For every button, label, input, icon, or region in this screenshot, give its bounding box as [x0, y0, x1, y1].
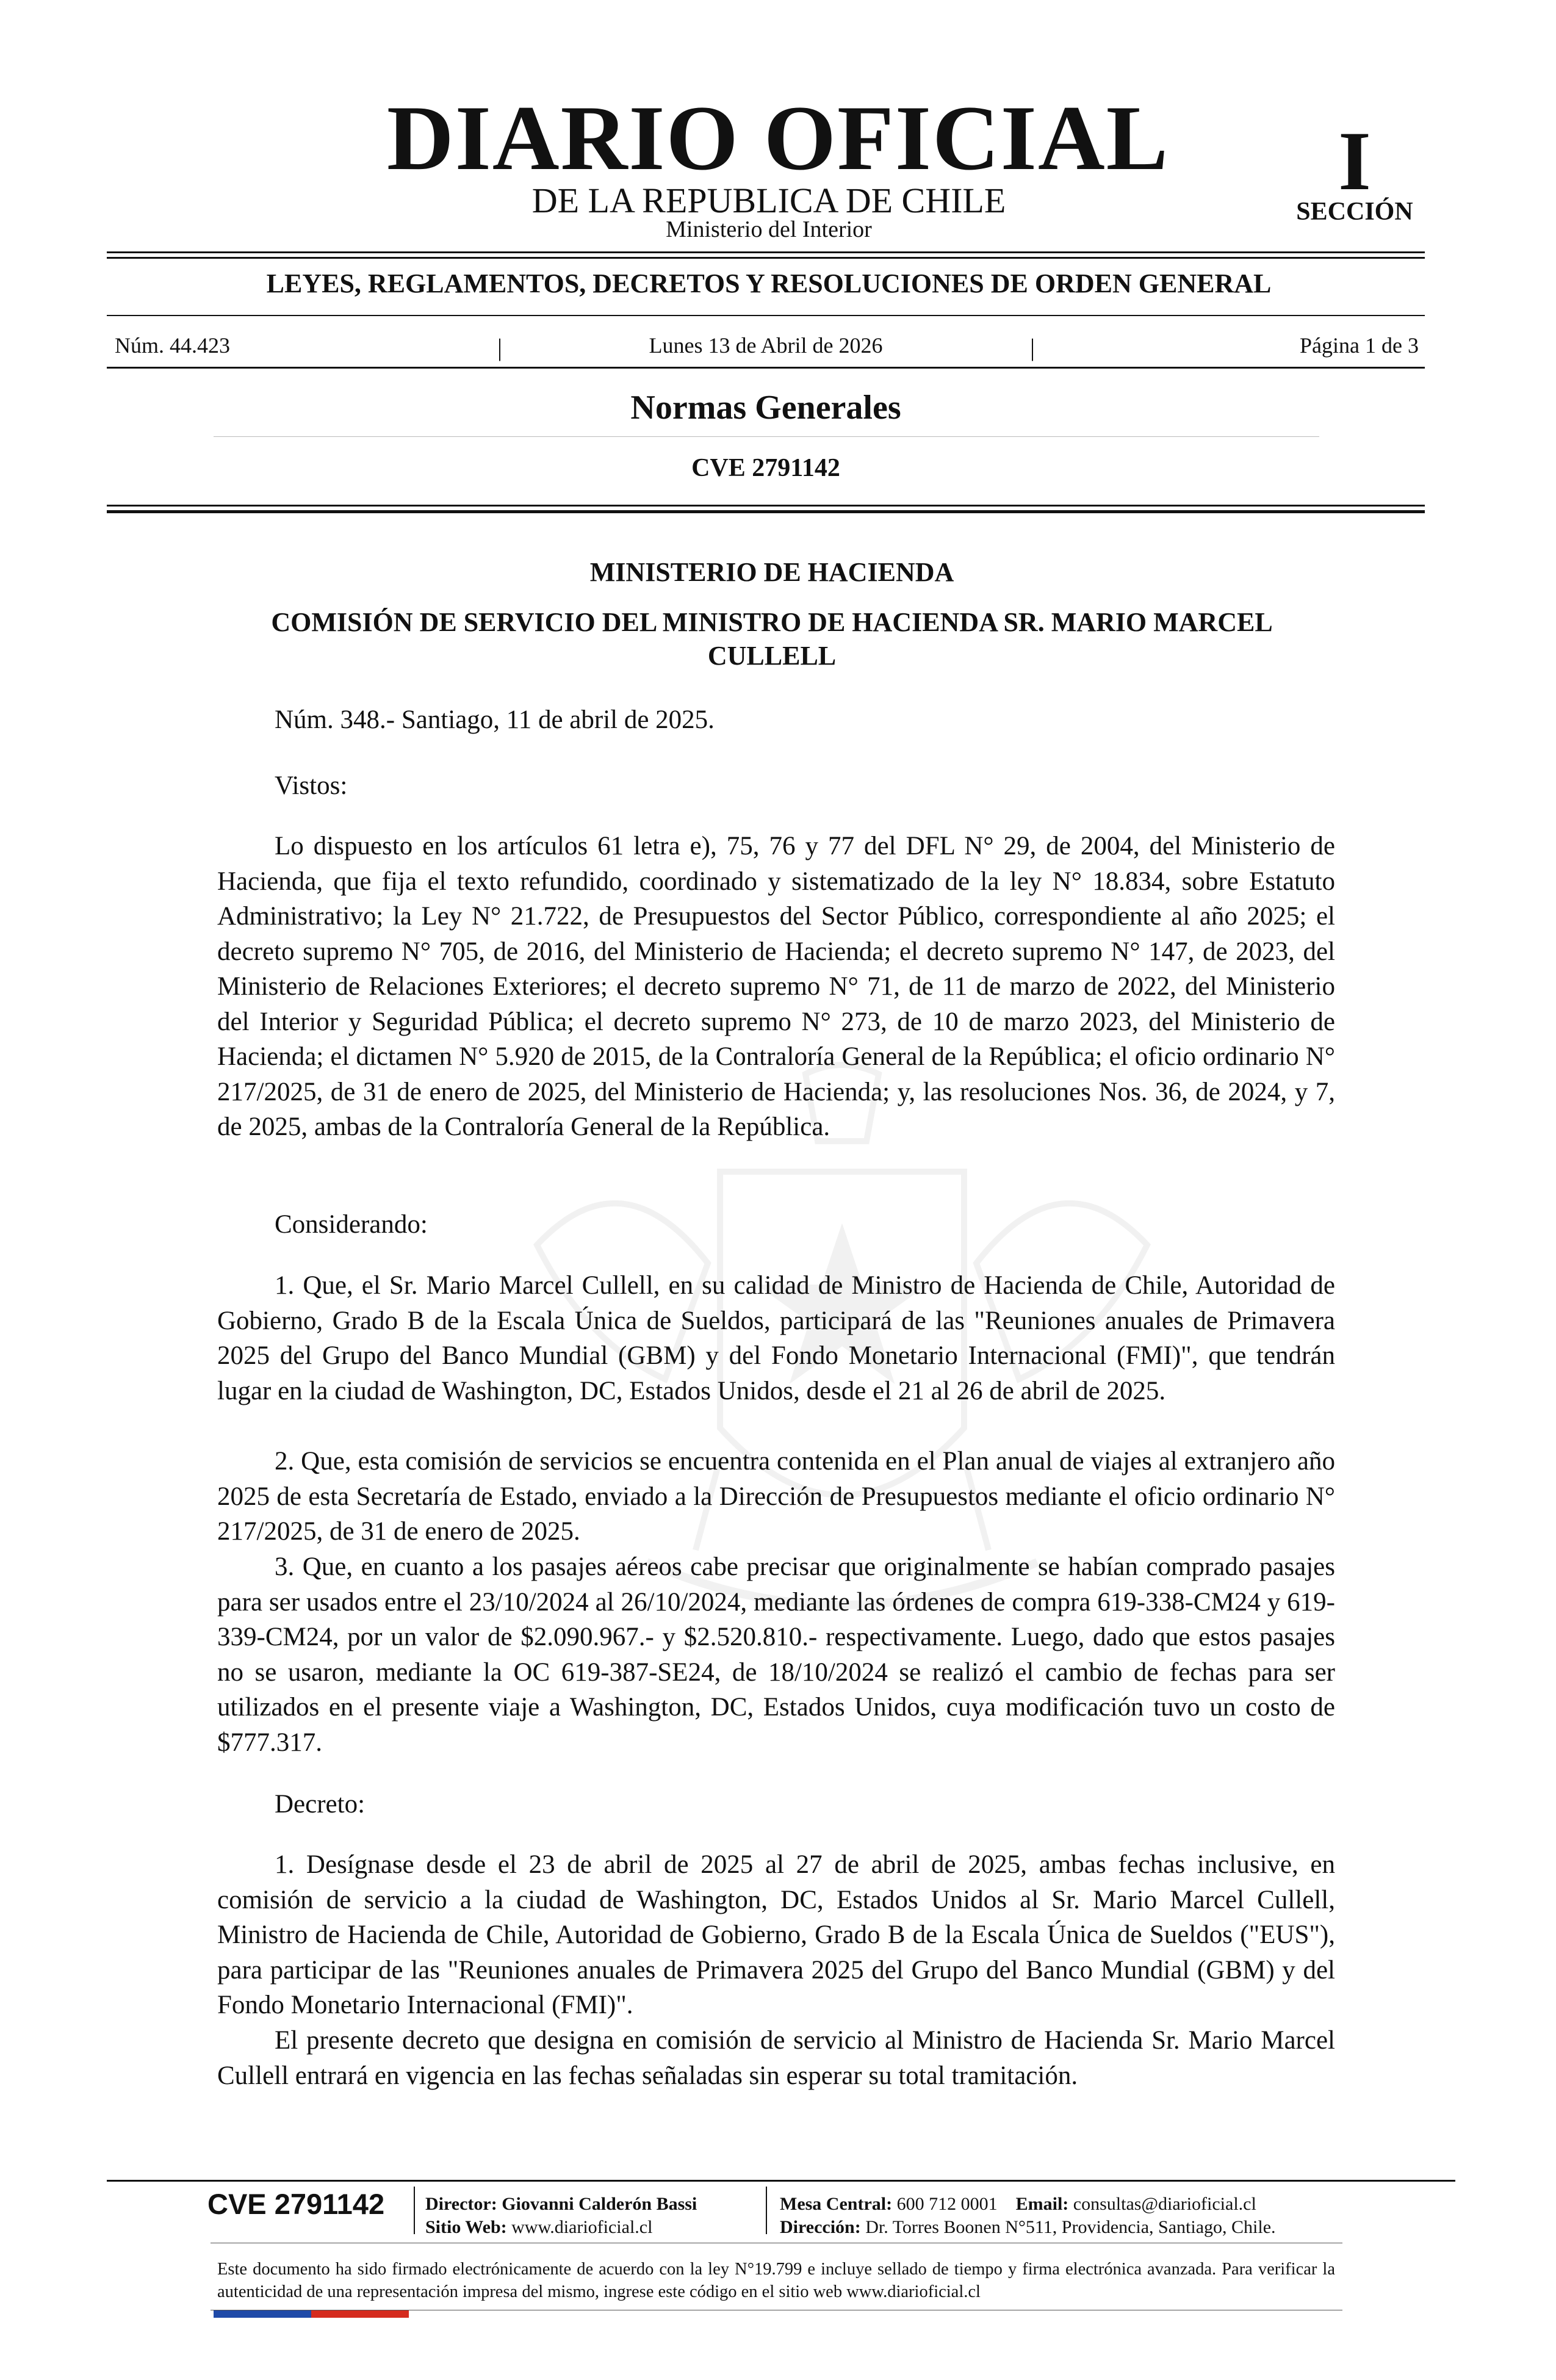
document-title: COMISIÓN DE SERVICIO DEL MINISTRO DE HACIENDA SR. MARIO MARCEL CULLELL	[271, 607, 1273, 671]
newspaper-ministry: Ministerio del Interior	[666, 217, 872, 242]
footer-legal-notice: Este documento ha sido firmado electrónicamente de acuerdo con la ley N°19.799 e incluye sellado de tiempo y firma electrónica avanzada. Para verificar la autenticidad de una representación impresa del mismo, ingrese este código en el sitio web www.diarioficial.cl	[217, 2260, 1335, 2301]
section-label: SECCIÓN	[1296, 198, 1413, 226]
category-heading: LEYES, REGLAMENTOS, DECRETOS Y RESOLUCIONES DE ORDEN GENERAL	[266, 269, 1272, 298]
footer-address: Dirección: Dr. Torres Boonen N°511, Providencia, Santiago, Chile.	[780, 2217, 1276, 2237]
newspaper-subtitle: DE LA REPUBLICA DE CHILE	[531, 181, 1006, 220]
footer-contact: Mesa Central: 600 712 0001 Email: consultas@diarioficial.cl	[780, 2194, 1256, 2214]
decreto-item: 1. Desígnase desde el 23 de abril de 2025 al 27 de abril de 2025, ambas fechas inclusive, en comisión de servicio a la ciudad de Washington, DC, Estados Unidos al Sr. Mario Marcel Cullell, Ministro de Hacienda de Chile, Autoridad de Gobierno, Grado B de la Escala Única de Sueldos ("EUS"), para participar de las "Reuniones anuales de Primavera 2025 del Grupo del Banco Mundial (GBM) y del Fondo Monetario Internacional (FMI)".	[217, 1850, 1335, 2019]
considerando-label: Considerando:	[275, 1210, 428, 1239]
section-title-underline	[214, 436, 1319, 437]
newspaper-title: DIARIO OFICIAL	[386, 87, 1170, 189]
header-divider	[107, 251, 1425, 253]
flag-stripe-red	[311, 2310, 409, 2318]
cve-code: CVE 2791142	[691, 454, 840, 482]
header-divider	[107, 257, 1425, 259]
issuing-ministry: MINISTERIO DE HACIENDA	[589, 557, 954, 587]
vistos-label: Vistos:	[275, 771, 348, 800]
section-numeral: I	[1338, 114, 1371, 207]
footer-director: Director: Giovanni Calderón Bassi	[425, 2194, 697, 2214]
issue-number: Núm. 44.423	[115, 333, 230, 358]
decreto-item: El presente decreto que designa en comisión de servicio al Ministro de Hacienda Sr. Mario Marcel Cullell entrará en vigencia en las fechas señaladas sin esperar su total tramitación.	[217, 2026, 1335, 2090]
considerando-item: 3. Que, en cuanto a los pasajes aéreos cabe precisar que originalmente se habían comprado pasajes para ser usados entre el 23/10/2024 al 26/10/2024, mediante las órdenes de compra 619-338-CM24 y 619-339-CM24, por un valor de $2.090.967.- y $2.520.810.- respectivamente. Luego, dado que estos pasajes no se usaron, mediante la OC 619-387-SE24, de 18/10/2024 se realizó el cambio de fechas para ser utilizados en el presente viaje a Washington, DC, Estados Unidos, cuya modificación tuvo un costo de $777.317.	[217, 1552, 1335, 1757]
info-separator: |	[497, 334, 503, 361]
flag-stripe-blue	[214, 2310, 311, 2318]
document-divider	[107, 510, 1425, 513]
considerando-item: 2. Que, esta comisión de servicios se encuentra contenida en el Plan anual de viajes al extranjero año 2025 de esta Secretaría de Estado, enviado a la Dirección de Presupuestos mediante el oficio ordinario N° 217/2025, de 31 de enero de 2025.	[217, 1447, 1335, 1546]
info-divider-top	[107, 315, 1425, 316]
footer-column-divider	[414, 2187, 415, 2234]
considerando-item: 1. Que, el Sr. Mario Marcel Cullell, en su calidad de Ministro de Hacienda de Chile, Autoridad de Gobierno, Grado B de la Escala Única de Sueldos, participará de las "Reuniones anuales de Primavera 2025 del Grupo del Banco Mundial (GBM) y del Fondo Monetario Internacional (FMI)", que tendrán lugar en la ciudad de Washington, DC, Estados Unidos, desde el 21 al 26 de abril de 2025.	[217, 1271, 1335, 1405]
footer-website: Sitio Web: www.diarioficial.cl	[425, 2217, 653, 2237]
email-link[interactable]: consultas@diarioficial.cl	[1073, 2194, 1256, 2214]
vistos-paragraph: Lo dispuesto en los artículos 61 letra e), 75, 76 y 77 del DFL N° 29, de 2004, del Ministerio de Hacienda, que fija el texto refundido, coordinado y sistematizado de la ley N° 18.834, sobre Estatuto Administrativo; la Ley N° 21.722, de Presupuestos del Sector Público, correspondiente al año 2025; el decreto supremo N° 705, de 2016, del Ministerio de Hacienda; el decreto supremo N° 147, de 2023, del Ministerio de Relaciones Exteriores; el decreto supremo N° 71, de 11 de marzo de 2022, del Ministerio del Interior y Seguridad Pública; el decreto supremo N° 273, de 10 de marzo 2023, del Ministerio de Hacienda; el dictamen N° 5.920 de 2015, de la Contraloría General de la República; el oficio ordinario N° 217/2025, de 31 de enero de 2025, del Ministerio de Hacienda; y, las resoluciones Nos. 36, de 2024, y 7, de 2025, ambas de la Contraloría General de la República.	[217, 832, 1335, 1141]
website-link[interactable]: www.diarioficial.cl	[511, 2217, 653, 2237]
document-divider	[107, 505, 1425, 507]
decreto-label: Decreto:	[275, 1790, 366, 1819]
footer-column-divider	[766, 2187, 767, 2234]
info-divider-bottom	[107, 367, 1425, 369]
info-separator: |	[1030, 334, 1036, 361]
footer-cve-code: CVE 2791142	[207, 2188, 385, 2220]
issue-date: Lunes 13 de Abril de 2026	[649, 333, 883, 358]
decree-number-date: Núm. 348.- Santiago, 11 de abril de 2025.	[275, 705, 715, 734]
section-title: Normas Generales	[630, 389, 901, 427]
footer-divider	[107, 2180, 1455, 2182]
page-indicator: Página 1 de 3	[1300, 333, 1419, 358]
